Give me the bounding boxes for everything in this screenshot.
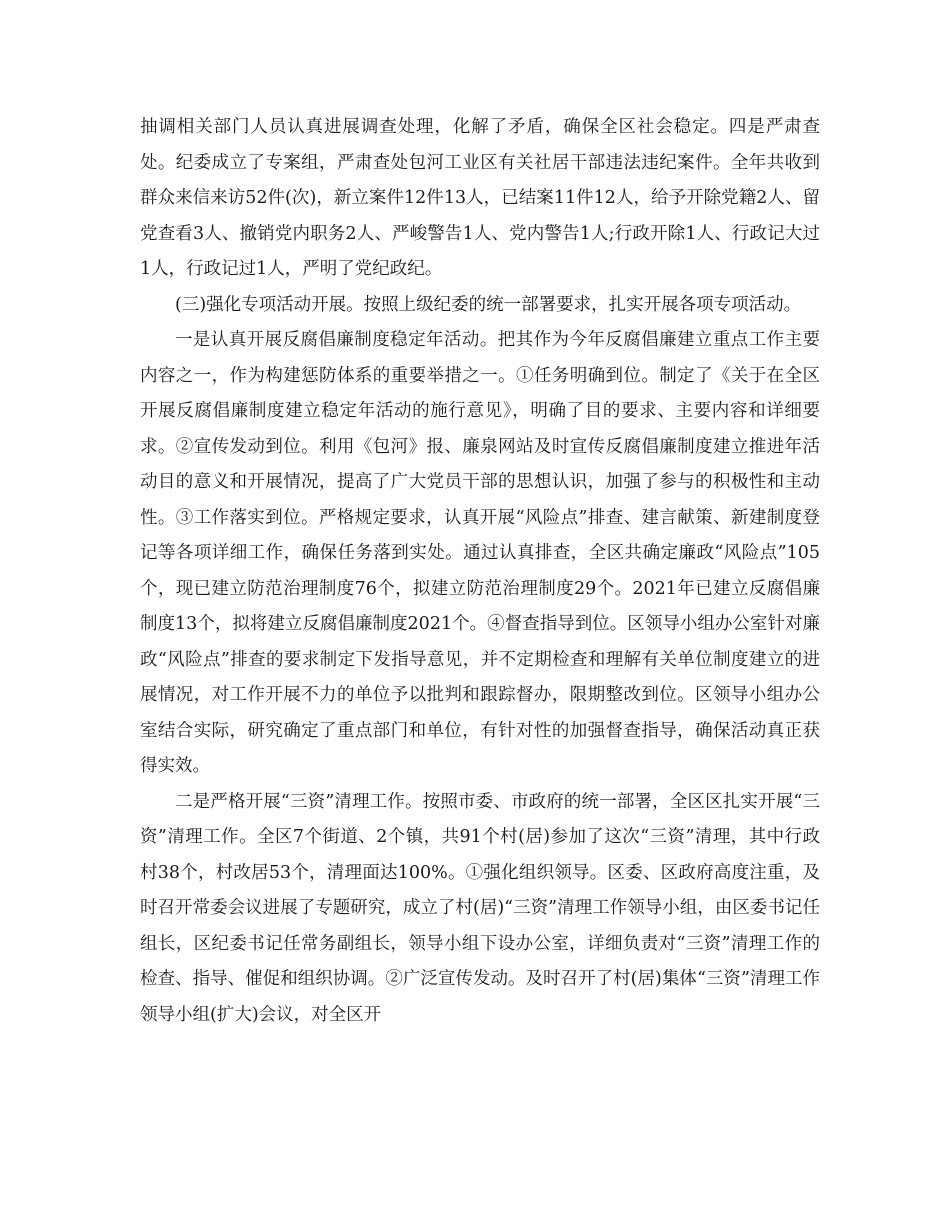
paragraph-1: 抽调相关部门人员认真进展调查处理，化解了矛盾，确保全区社会稳定。四是严肃查处。纪委成立了专案组，严肃查处包河工业区有关社居干部违法违纪案件。全年共收到群众来信来访52件(次)，新立案件12件13人，已结案11件12人，给予开除党籍2人、留党查看3人、撤销党内职务2人、严峻警告1人、党内警告1人;行政开除1人、行政记大过1人，行政记过1人，严明了党纪政纪。 xyxy=(140,117,820,279)
paragraph-4: 二是严格开展“三资”清理工作。按照市委、市政府的统一部署，全区区扎实开展“三资”清理工作。全区7个街道、2个镇，共91个村(居)参加了这次“三资”清理，其中行政村38个，村改居53个，清理面达100%。①强化组织领导。区委、区政府高度注重，及时召开常委会议进展了专题研究，成立了村(居)“三资”清理工作领导小组，由区委书记任组长，区纪委书记任常务副组长，领导小组下设办公室，详细负责对“三资”清理工作的检查、指导、催促和组织协调。②广泛宣传发动。及时召开了村(居)集体“三资”清理工作领导小组(扩大)会议，对全区开 xyxy=(140,791,820,1025)
paragraph-3: 一是认真开展反腐倡廉制度稳定年活动。把其作为今年反腐倡廉建立重点工作主要内容之一，作为构建惩防体系的重要举措之一。①任务明确到位。制定了《关于在全区开展反腐倡廉制度建立稳定年活动的施行意见》，明确了目的要求、主要内容和详细要求。②宣传发动到位。利用《包河》报、廉泉网站及时宣传反腐倡廉制度建立推进年活动目的意义和开展情况，提高了广大党员干部的思想认识，加强了参与的积极性和主动性。③工作落实到位。严格规定要求，认真开展“风险点”排查、建言献策、新建制度登记等各项详细工作，确保任务落到实处。通过认真排查，全区共确定廉政“风险点”105个，现已建立防范治理制度76个，拟建立防范治理制度29个。2021年已建立反腐倡廉制度13个，拟将建立反腐倡廉制度2021个。④督查指导到位。区领导小组办公室针对廉政“风险点”排查的要求制定下发指导意见，并不定期检查和理解有关单位制度建立的进展情况，对工作开展不力的单位予以批判和跟踪督办，限期整改到位。区领导小组办公室结合实际，研究确定了重点部门和单位，有针对性的加强督查指导，确保活动真正获得实效。 xyxy=(140,330,820,776)
document-body xyxy=(140,110,820,1033)
paragraph-2: (三)强化专项活动开展。按照上级纪委的统一部署要求，扎实开展各项专项活动。 xyxy=(175,294,802,315)
